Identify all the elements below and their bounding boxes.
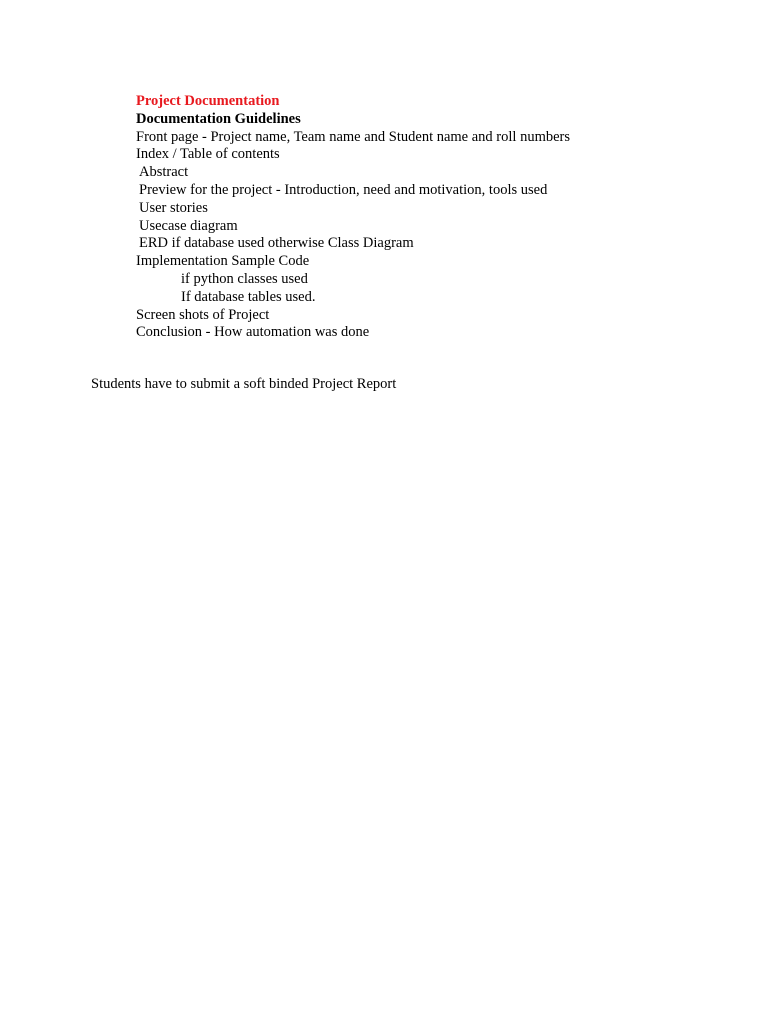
list-item: Conclusion - How automation was done [136,324,370,341]
list-item: Screen shots of Project [136,306,270,323]
list-item: Index / Table of contents [136,146,280,163]
list-item: Front page - Project name, Team name and Student name and roll numbers [136,128,571,145]
document-title: Project Documentation [136,93,280,109]
guidelines-block [136,93,570,342]
sub-list-item: If database tables used. [181,288,316,305]
submission-note: Students have to submit a soft binded Project Report [91,376,397,392]
sub-list-item: if python classes used [181,270,308,287]
list-item: Abstract [139,164,189,181]
document-subtitle: Documentation Guidelines [136,110,301,127]
list-item: User stories [139,199,208,216]
list-item: Usecase diagram [139,217,238,234]
list-item: Implementation Sample Code [136,253,310,270]
list-item: ERD if database used otherwise Class Diagram [139,235,414,252]
list-item: Preview for the project - Introduction, need and motivation, tools used [139,181,548,198]
